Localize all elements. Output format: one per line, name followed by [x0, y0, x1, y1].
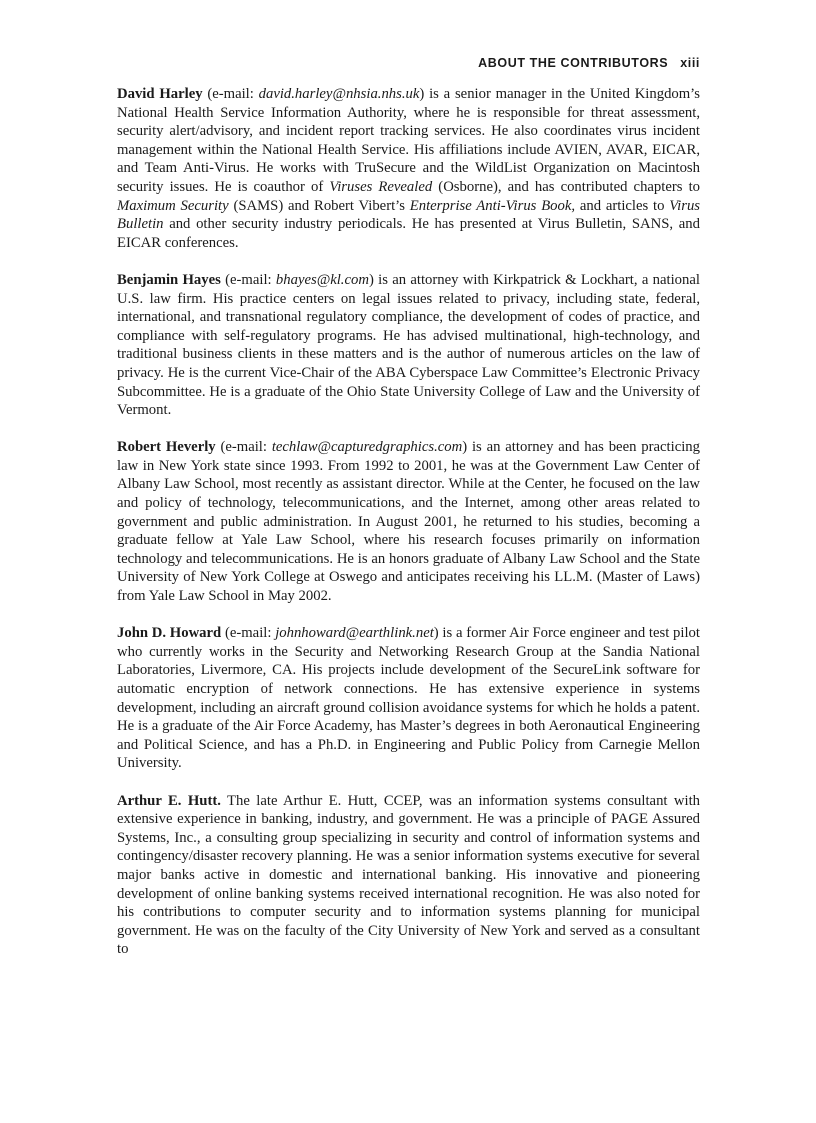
italic-text: johnhoward@earthlink.net [275, 625, 434, 642]
italic-text: david.harley@nhsia.nhs.uk [258, 86, 420, 102]
bio-text: ) is an attorney with Kirkpatrick & Lockhart, a national U.S. law firm. His practice centers on legal issues related to privacy, including state, federal, international, and transnational regulatory compliance, the development of codes of practice, and compliance with self-regulatory programs. He has advised multinational, high-technology, and traditional business clients in these matters and is the author of numerous articles on the law of privacy. He is the current Vice-Chair of the ABA Cyberspace Law Committee’s Electronic Privacy Subcommittee. He is a graduate of the Ohio State University College of Law and the University of Vermont. [117, 271, 700, 419]
bio-paragraph [117, 85, 700, 252]
contributor-name: Robert Heverly [117, 439, 216, 456]
contributor-name: David Harley [117, 86, 203, 102]
bio-text: The late Arthur E. Hutt, CCEP, was an information systems consultant with extensive experience in banking, industry, and government. He was a principle of PAGE Assured Systems, Inc., a consulting group specializing in security and control of information systems and contingency/disaster recovery planning. He was a senior information systems executive for several major banks active in domestic and international banking. His innovative and pioneering development of online banking systems received international recognition. He was also noted for his contributions to computer security and to information systems planning for municipal government. He was on the faculty of the City University of New York and served as a consultant to [117, 792, 700, 958]
bio-text: (e-mail: [220, 271, 276, 288]
bio-text: ) is a senior manager in the United Kingdom’s National Health Service Information Authority, where he is responsible for threat assessment, security alert/advisory, and incident report tracking services. He also coordinates virus incident management within the National Health Service. His affiliations include AVIEN, AVAR, EICAR, and Team Anti-Virus. He works with TruSecure and the WildList Organization on Macintosh security issues. He is coauthor of [117, 86, 700, 195]
italic-text: techlaw@capturedgraphics.com [271, 439, 463, 456]
bio-text: (e-mail: [221, 625, 276, 642]
italic-text: Viruses Revealed [329, 178, 433, 195]
page-number: xiii [680, 56, 700, 70]
bio-text: (SAMS) and Robert Vibert’s [228, 197, 410, 214]
bio-text: (Osborne), and has contributed chapters to [432, 178, 700, 195]
contributor-name: Arthur E. Hutt. [117, 792, 221, 809]
bio-paragraph [117, 438, 700, 605]
contributor-name: Benjamin Hayes [117, 271, 221, 288]
bio-paragraph [117, 624, 700, 773]
bio-text: (e-mail: [202, 86, 259, 102]
section-title: ABOUT THE CONTRIBUTORS [478, 56, 669, 70]
bio-text: ) is a former Air Force engineer and test pilot who currently works in the Security and Networking Research Group at the Sandia National Laboratories, Livermore, CA. His projects include development of the SecureLink software for automatic encryption of network connections. He has extensive experience in systems development, including an aircraft ground collision avoidance systems for which he holds a patent. He is a graduate of the Air Force Academy, has Master’s degrees in both Aeronautical Engineering and Political Science, and has a Ph.D. in Engineering and Public Policy from Carnegie Mellon University. [117, 625, 700, 772]
bio-paragraph [117, 792, 700, 959]
bio-text: and other security industry periodicals. He has presented at Virus Bulletin, SANS, and EICAR conferences. [117, 216, 700, 251]
italic-text: bhayes@kl.com [275, 271, 369, 288]
bio-text: ) is an attorney and has been practicing law in New York state since 1993. From 1992 to 2001, he was at the Government Law Center of Albany Law School, most recently as assistant director. While at the Center, he focused on the law and policy of technology, telecommunications, and the Internet, among other areas related to government and public administration. In August 2001, he returned to his studies, becoming a graduate fellow at Yale Law School, where his research focuses primarily on information technology and telecommunications. He is an honors graduate of Albany Law School and the State University of New York College at Oswego and anticipates receiving his LL.M. (Master of Laws) from Yale Law School in May 2002. [117, 439, 700, 605]
italic-text: Virus Bulletin [117, 197, 701, 233]
running-head [117, 56, 700, 70]
bio-text: (e-mail: [215, 439, 272, 456]
italic-text: Enterprise Anti-Virus Book, [409, 197, 576, 214]
bio-paragraph [117, 271, 700, 420]
italic-text: Maximum Security [117, 197, 229, 214]
contributor-name: John D. Howard [117, 625, 222, 642]
bio-text: and articles to [575, 197, 670, 214]
page [117, 56, 700, 978]
